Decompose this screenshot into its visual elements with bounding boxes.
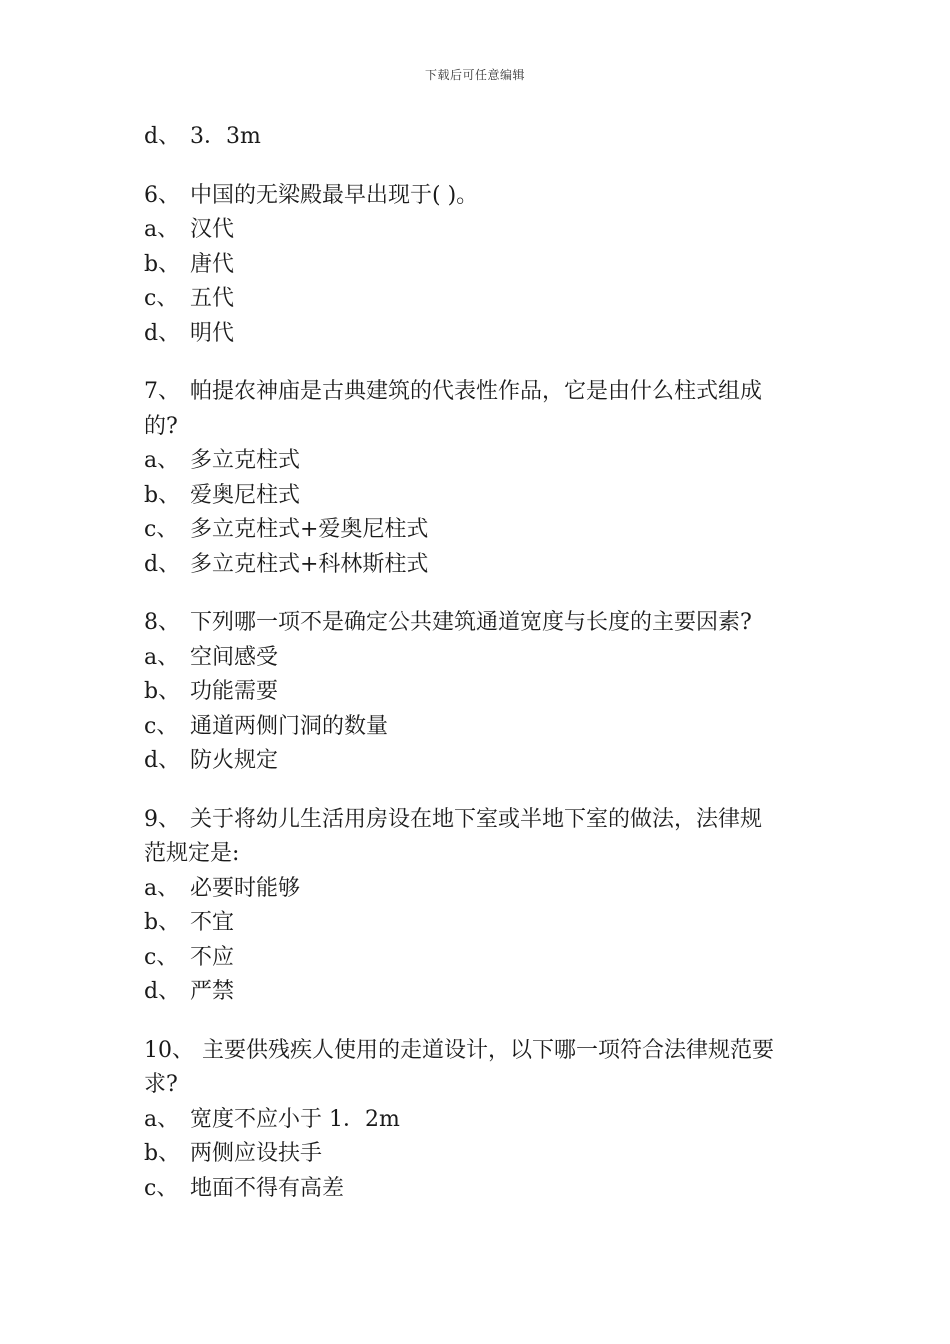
question-6 [144,179,814,352]
option-row [144,479,814,514]
option-row [144,120,814,155]
question-number: 9、 [144,806,180,832]
option-row [144,513,814,548]
option-text: 地面不得有高差 [190,1175,345,1201]
option-row [144,548,814,583]
option-marker: c、 [144,1175,179,1201]
option-text: 宽度不应小于 1．2m [190,1106,400,1132]
question-text-continued [144,837,814,872]
page-header: 下载后可任意编辑 [424,68,525,82]
option-marker: a、 [144,448,180,473]
question-text: 帕提农神庙是古典建筑的代表性作品，它是由什么柱式组成 [190,379,763,404]
question-9 [144,803,814,1010]
question-list [144,120,814,1206]
option-marker: a、 [144,875,180,901]
question-text-continued [144,410,814,445]
option-row [144,941,814,976]
option-marker: a、 [144,217,180,242]
option-text: 唐代 [190,251,235,277]
question-text: 关于将幼儿生活用房设在地下室或半地下室的做法，法律规 [190,806,763,832]
option-text: 汉代 [190,217,235,242]
question-number: 6、 [144,182,180,208]
option-text: 多立克柱式+爱奥尼柱式 [190,517,429,542]
option-row [144,906,814,941]
question-text: 范规定是: [144,841,240,866]
option-text: 多立克柱式 [190,448,301,473]
option-marker: b、 [144,251,181,277]
option-text: 五代 [190,286,235,311]
option-marker: d、 [144,979,181,1004]
option-marker: b、 [144,1141,181,1166]
option-marker: c、 [144,713,179,739]
option-text: 严禁 [190,979,235,1004]
option-row [144,710,814,745]
option-row [144,675,814,710]
option-row [144,1103,814,1138]
option-text: 不宜 [190,910,235,935]
option-row [144,1137,814,1172]
option-marker: d、 [144,748,181,773]
option-marker: c、 [144,517,179,542]
question-text: 主要供残疾人使用的走道设计，以下哪一项符合法律规范要 [202,1037,775,1063]
option-text: 两侧应设扶手 [190,1141,323,1166]
option-marker: c、 [144,944,179,970]
option-text: 防火规定 [190,748,279,773]
question-text: 的? [144,413,178,439]
option-text: 3．3m [190,124,261,149]
question-number: 7、 [144,379,180,404]
option-text: 功能需要 [190,679,279,704]
question-number: 10、 [144,1037,194,1063]
option-marker: a、 [144,644,180,670]
question-stem [144,375,814,410]
option-marker: b、 [144,679,181,704]
option-row [144,1172,814,1207]
option-text: 明代 [190,320,235,346]
option-text: 空间感受 [190,644,279,670]
question-number: 8、 [144,610,180,635]
option-row [144,282,814,317]
question-text: 中国的无梁殿最早出现于( )。 [190,182,479,208]
question-stem [144,606,814,641]
question-text: 求? [144,1072,178,1097]
option-text: 必要时能够 [190,875,301,901]
option-row [144,444,814,479]
option-marker: b、 [144,482,181,508]
option-marker: d、 [144,320,181,346]
option-row [144,213,814,248]
option-row [144,872,814,907]
question-10 [144,1034,814,1207]
option-row [144,317,814,352]
option-marker: d、 [144,551,181,577]
option-text: 通道两侧门洞的数量 [190,713,389,739]
question-stem [144,1034,814,1069]
option-marker: d、 [144,124,181,149]
option-text: 多立克柱式+科林斯柱式 [190,551,429,577]
option-row [144,744,814,779]
question-stem [144,179,814,214]
option-row [144,248,814,283]
question-text: 下列哪一项不是确定公共建筑通道宽度与长度的主要因素? [190,610,752,635]
option-row [144,975,814,1010]
option-row [144,641,814,676]
question-7 [144,375,814,582]
option-marker: b、 [144,910,181,935]
question-8 [144,606,814,779]
option-text: 不应 [190,944,235,970]
option-marker: c、 [144,286,179,311]
question-text-continued [144,1068,814,1103]
option-text: 爱奥尼柱式 [190,482,301,508]
option-marker: a、 [144,1106,180,1132]
question-stem [144,803,814,838]
